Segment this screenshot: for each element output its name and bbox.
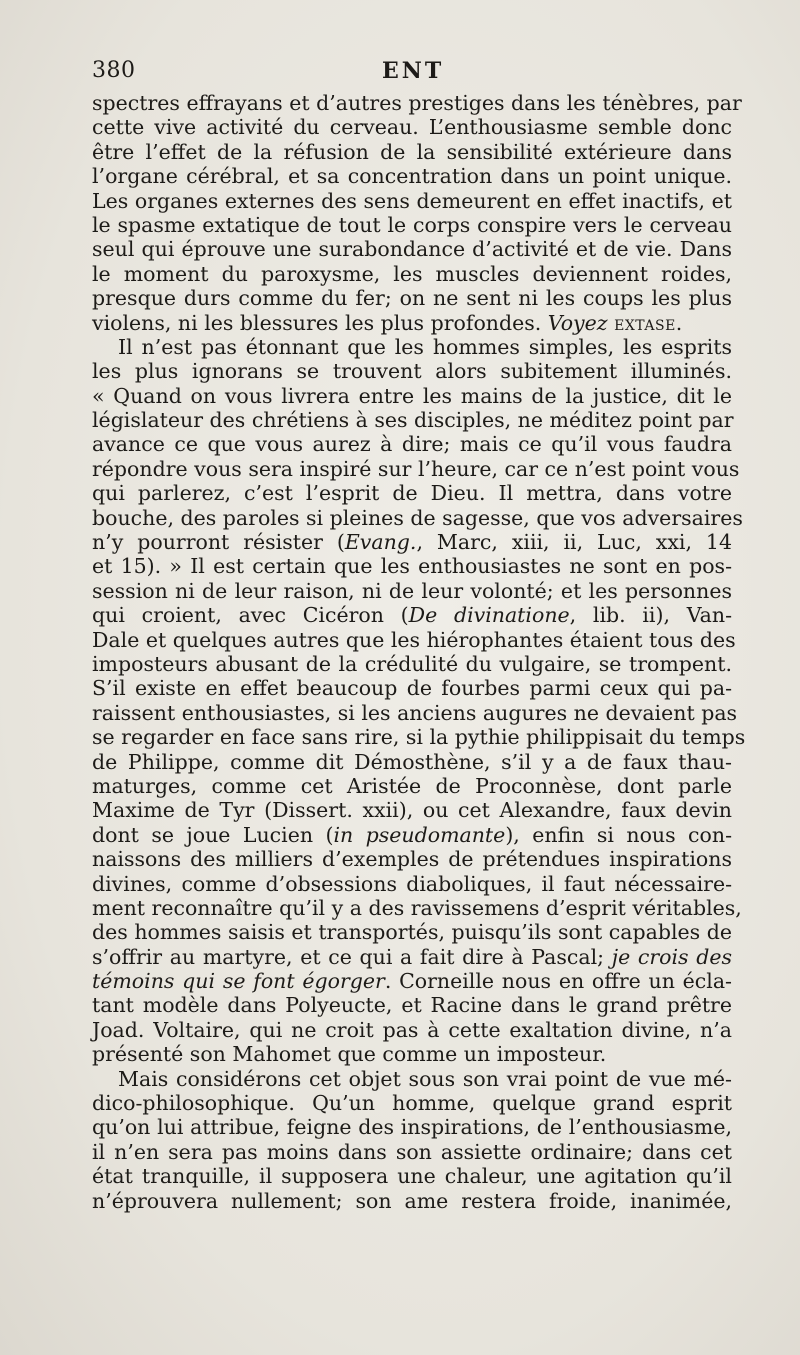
italic-text: témoins qui se font égorger — [92, 969, 385, 994]
text-line — [92, 505, 743, 530]
text-run: Maxime de Tyr (Dissert. xxii), ou cet Alexandre, faux devin — [92, 798, 732, 823]
text-run: , Marc, xiii, ii, Luc, xxi, 14 — [416, 530, 732, 555]
text-run: bouche, des paroles si pleines de sagesse, que vos adversaires — [92, 505, 743, 530]
text-line — [92, 945, 732, 969]
text-line — [92, 456, 740, 481]
text-line — [92, 91, 742, 115]
text-run: violens, ni les blessures les plus profondes. — [92, 310, 548, 335]
text-run: , lib. ii), Van- — [569, 603, 732, 628]
running-head: ENT — [382, 58, 445, 84]
text-run: législateur des chrétiens à ses disciples, ne méditez point par — [92, 408, 734, 433]
text-line — [92, 237, 732, 261]
text-line — [92, 213, 732, 237]
text-run: cette vive activité du cerveau. L’enthousiasme semble donc — [92, 115, 732, 140]
text-line — [92, 798, 732, 822]
text-run: dont se joue Lucien ( — [92, 822, 334, 847]
text-run: Il n’est pas étonnant que les hommes simples, les esprits — [118, 334, 732, 359]
text-run: qu’on lui attribue, feigne des inspirations, de l’enthousiasme, — [92, 1115, 732, 1140]
text-line — [92, 1189, 732, 1213]
text-run: presque durs comme du fer; on ne sent ni les coups les plus — [92, 286, 732, 311]
text-run: ), enfin si nous con- — [505, 822, 733, 847]
text-line — [92, 774, 732, 798]
text-run: Les organes externes des sens demeurent en effet inactifs, et — [92, 188, 732, 213]
text-line — [92, 530, 732, 554]
text-run: il n’en sera pas moins dans son assiette ordinaire; dans cet — [92, 1139, 732, 1164]
italic-text: De divinatione — [408, 603, 570, 628]
text-line — [92, 554, 732, 578]
text-run: S’il existe en effet beaucoup de fourbes parmi ceux qui pa- — [92, 676, 732, 701]
text-run: s’offrir au martyre, et ce qui a fait dire à Pascal; — [92, 944, 612, 969]
text-run: et 15). » Il est certain que les enthousiastes ne sont en pos- — [92, 554, 732, 579]
text-line — [92, 359, 732, 383]
text-run: seul qui éprouve une surabondance d’activité et de vie. Dans — [92, 237, 732, 262]
small-caps-text: extase — [614, 310, 676, 335]
text-run: n’éprouvera nullement; son ame restera froide, inanimée, — [92, 1188, 732, 1213]
text-line — [92, 725, 746, 750]
paragraph — [92, 1067, 732, 1213]
text-run: qui croient, avec Cicéron ( — [92, 603, 409, 628]
page-header — [92, 58, 730, 90]
text-line — [92, 700, 738, 725]
italic-text: je crois des — [611, 944, 732, 969]
text-line — [92, 140, 732, 164]
text-line — [92, 993, 732, 1017]
paragraph — [92, 91, 742, 335]
text-run: session ni de leur raison, ni de leur volonté; et les personnes — [92, 578, 732, 603]
text-run: Mais considérons cet objet sous son vrai point de vue mé- — [118, 1066, 732, 1091]
text-line — [92, 1164, 732, 1188]
text-run: ment reconnaître qu’il y a des ravissemens d’esprit véritables, — [92, 895, 742, 920]
text-line — [92, 335, 732, 359]
text-line — [92, 481, 732, 505]
page-number: 380 — [92, 58, 136, 83]
text-line — [92, 969, 732, 993]
text-run: être l’effet de la réfusion de la sensibilité extérieure dans — [92, 139, 732, 164]
body-text — [92, 91, 746, 1213]
text-line — [92, 652, 732, 676]
italic-text: in pseudomante — [333, 822, 506, 847]
text-line — [92, 189, 732, 213]
text-run: Dale et quelques autres que les hiérophantes étaient tous des — [92, 627, 736, 652]
text-line — [92, 847, 732, 871]
text-run: avance ce que vous aurez à dire; mais ce qu’il vous faudra — [92, 432, 732, 457]
text-run: divines, comme d’obsessions diaboliques, il faut nécessaire- — [92, 871, 732, 896]
text-line — [92, 579, 732, 603]
paragraph — [92, 334, 746, 1067]
text-line — [92, 262, 732, 286]
text-line — [92, 432, 732, 456]
text-run: tant modèle dans Polyeucte, et Racine dans le grand prêtre — [92, 993, 732, 1018]
text-run: de Philippe, comme dit Démosthène, s’il y a de faux thau- — [92, 749, 732, 774]
text-line — [92, 1091, 732, 1115]
text-line — [92, 920, 732, 944]
text-run: dico-philosophique. Qu’un homme, quelque grand esprit — [92, 1091, 732, 1116]
text-run: « Quand on vous livrera entre les mains de la justice, dit le — [92, 383, 732, 408]
text-run: raissent enthousiastes, si les anciens augures ne devaient pas — [92, 700, 738, 725]
text-run: état tranquille, il supposera une chaleur, une agitation qu’il — [92, 1164, 732, 1189]
text-line — [92, 872, 732, 896]
text-line — [92, 1042, 732, 1066]
text-run: présenté son Mahomet que comme un imposteur. — [92, 1042, 607, 1067]
text-run: qui parlerez, c’est l’esprit de Dieu. Il mettra, dans votre — [92, 481, 732, 506]
text-line — [92, 115, 732, 139]
text-run: maturges, comme cet Aristée de Proconnèse, dont parle — [92, 773, 732, 798]
text-run: les plus ignorans se trouvent alors subitement illuminés. — [92, 359, 732, 384]
text-run: des hommes saisis et transportés, puisqu’ils sont capables de — [92, 920, 732, 945]
text-line — [92, 1018, 732, 1042]
text-run: répondre vous sera inspiré sur l’heure, car ce n’est point vous — [92, 456, 740, 481]
text-run: n’y pourront résister ( — [92, 530, 345, 555]
text-line — [92, 286, 732, 310]
text-line — [92, 627, 736, 652]
text-run: Joad. Voltaire, qui ne croit pas à cette exaltation divine, n’a — [92, 1017, 732, 1042]
text-run: . — [675, 310, 683, 335]
text-line — [92, 164, 732, 188]
text-run: se regarder en face sans rire, si la pythie philippisait du temps — [92, 725, 746, 750]
italic-text: Evang. — [344, 530, 417, 555]
text-line — [92, 895, 742, 920]
text-run: imposteurs abusant de la crédulité du vulgaire, se trompent. — [92, 651, 732, 676]
text-line — [92, 1140, 732, 1164]
text-run: naissons des milliers d’exemples de prétendues inspirations — [92, 847, 732, 872]
text-line — [92, 823, 732, 847]
text-line — [92, 676, 732, 700]
text-line — [92, 384, 732, 408]
text-run: spectres effrayans et d’autres prestiges dans les ténèbres, par — [92, 91, 742, 115]
text-run: le spasme extatique de tout le corps conspire vers le cerveau — [92, 212, 732, 237]
italic-text: Voyez — [547, 310, 608, 335]
text-line — [92, 603, 732, 627]
text-line — [92, 1067, 732, 1091]
text-run: le moment du paroxysme, les muscles deviennent roides, — [92, 261, 732, 286]
text-line — [92, 408, 732, 432]
text-run: l’organe cérébral, et sa concentration dans un point unique. — [92, 164, 732, 189]
text-line — [92, 311, 732, 335]
text-line — [92, 1115, 732, 1139]
text-run: . Corneille nous en offre un écla- — [384, 969, 732, 994]
text-line — [92, 750, 732, 774]
